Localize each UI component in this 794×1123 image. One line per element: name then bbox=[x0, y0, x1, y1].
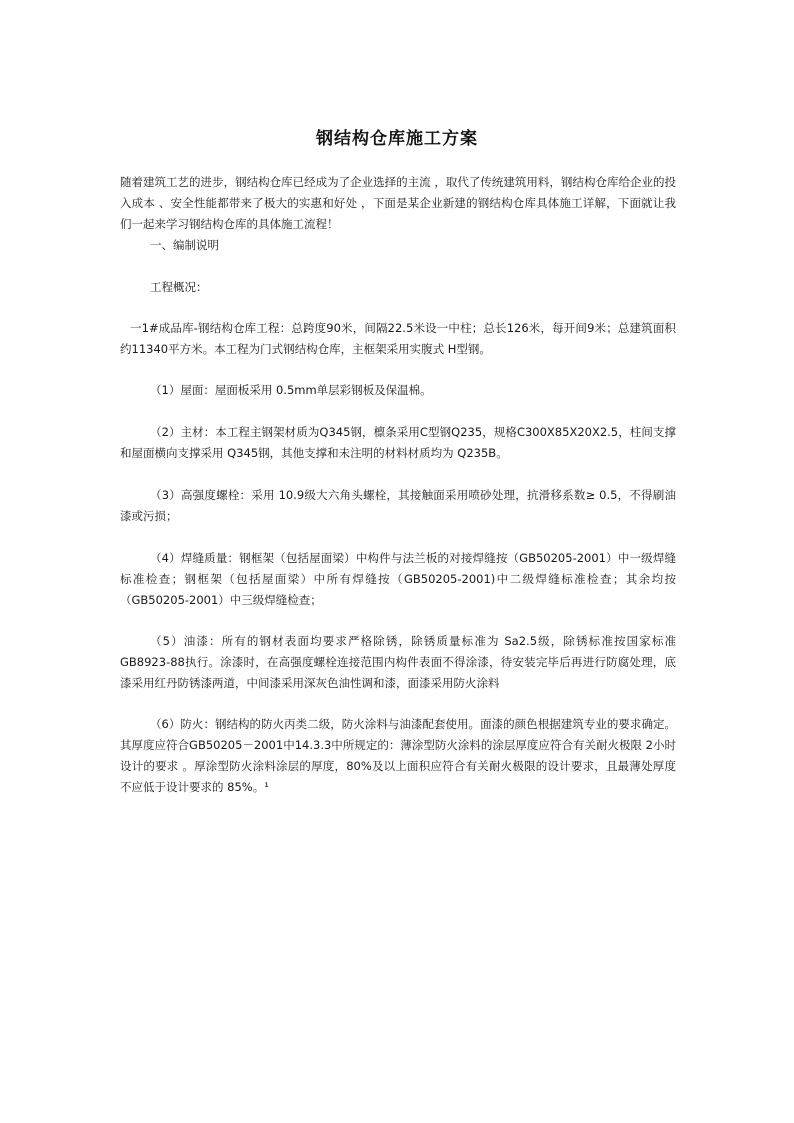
intro-paragraph: 随着建筑工艺的进步，钢结构仓库已经成为了企业选择的主流 ，取代了传统建筑用料，钢结构仓库给企业的投入成本 、安全性能都带来了极大的实惠和好处 ，下面是某企业新建的钢结构仓库具体施工详解，下面就让我们一起来学习钢结构仓库的具体施工流程！ bbox=[120, 175, 676, 231]
item-main-material: （2）主材：本工程主钢架材质为Q345钢，檩条采用C型钢Q235，规格C300X85X20X2.5，柱间支撑和屋面横向支撑采用 Q345钢，其他支撑和未注明的材料材质均为 Q235B。 bbox=[120, 425, 676, 460]
item-welds: （4）焊缝质量：钢框架（包括屋面梁）中构件与法兰板的对接焊缝按（GB50205-2001）中一级焊缝标准检查；钢框架（包括屋面梁）中所有焊缝按（GB50205-2001)中二级焊缝标准检查；其余均按（GB50205-2001）中三级焊缝检查； bbox=[120, 551, 676, 607]
item-paint: （5）油漆：所有的钢材表面均要求严格除锈，除锈质量标准为 Sa2.5级，除锈标准按国家标准GB8923-88执行。涂漆时，在高强度螺栓连接范围内构件表面不得涂漆，待安装完毕后再进行防腐处理，底漆采用红丹防锈漆两道，中间漆采用深灰色油性调和漆，面漆采用防火涂料 bbox=[120, 634, 676, 690]
item-fireproofing: （6）防火：钢结构的防火丙类二级，防火涂料与油漆配套使用。面漆的颜色根据建筑专业的要求确定。其厚度应符合GB50205－2001中14.3.3中所规定的：薄涂型防火涂料的涂层厚度应符合有关耐火极限 2小时设计的要求 。厚涂型防火涂料涂层的厚度，80%及以上面积应符合有关耐火极限的设计要求，且最薄处厚度不应低于设计要求的 85%。¹ bbox=[120, 717, 676, 794]
overview-label: 工程概况： bbox=[150, 280, 208, 294]
item-roof: （1）屋面：屋面板采用 0.5mm单层彩钢板及保温棉。 bbox=[150, 383, 432, 397]
document-title: 钢结构仓库施工方案 bbox=[316, 129, 478, 149]
item-bolts: （3）高强度螺栓：采用 10.9级大六角头螺栓，其接触面采用喷砂处理，抗滑移系数≥ 0.5，不得刷油漆或污损； bbox=[120, 488, 676, 523]
overview-paragraph: 一1#成品库-钢结构仓库工程：总跨度90米，间隔22.5米设一中柱；总长126米，每开间9米；总建筑面积约11340平方米。本工程为门式钢结构仓库，主框架采用实腹式 H型钢。 bbox=[120, 321, 676, 356]
section-heading: 一、编制说明 bbox=[150, 238, 219, 252]
